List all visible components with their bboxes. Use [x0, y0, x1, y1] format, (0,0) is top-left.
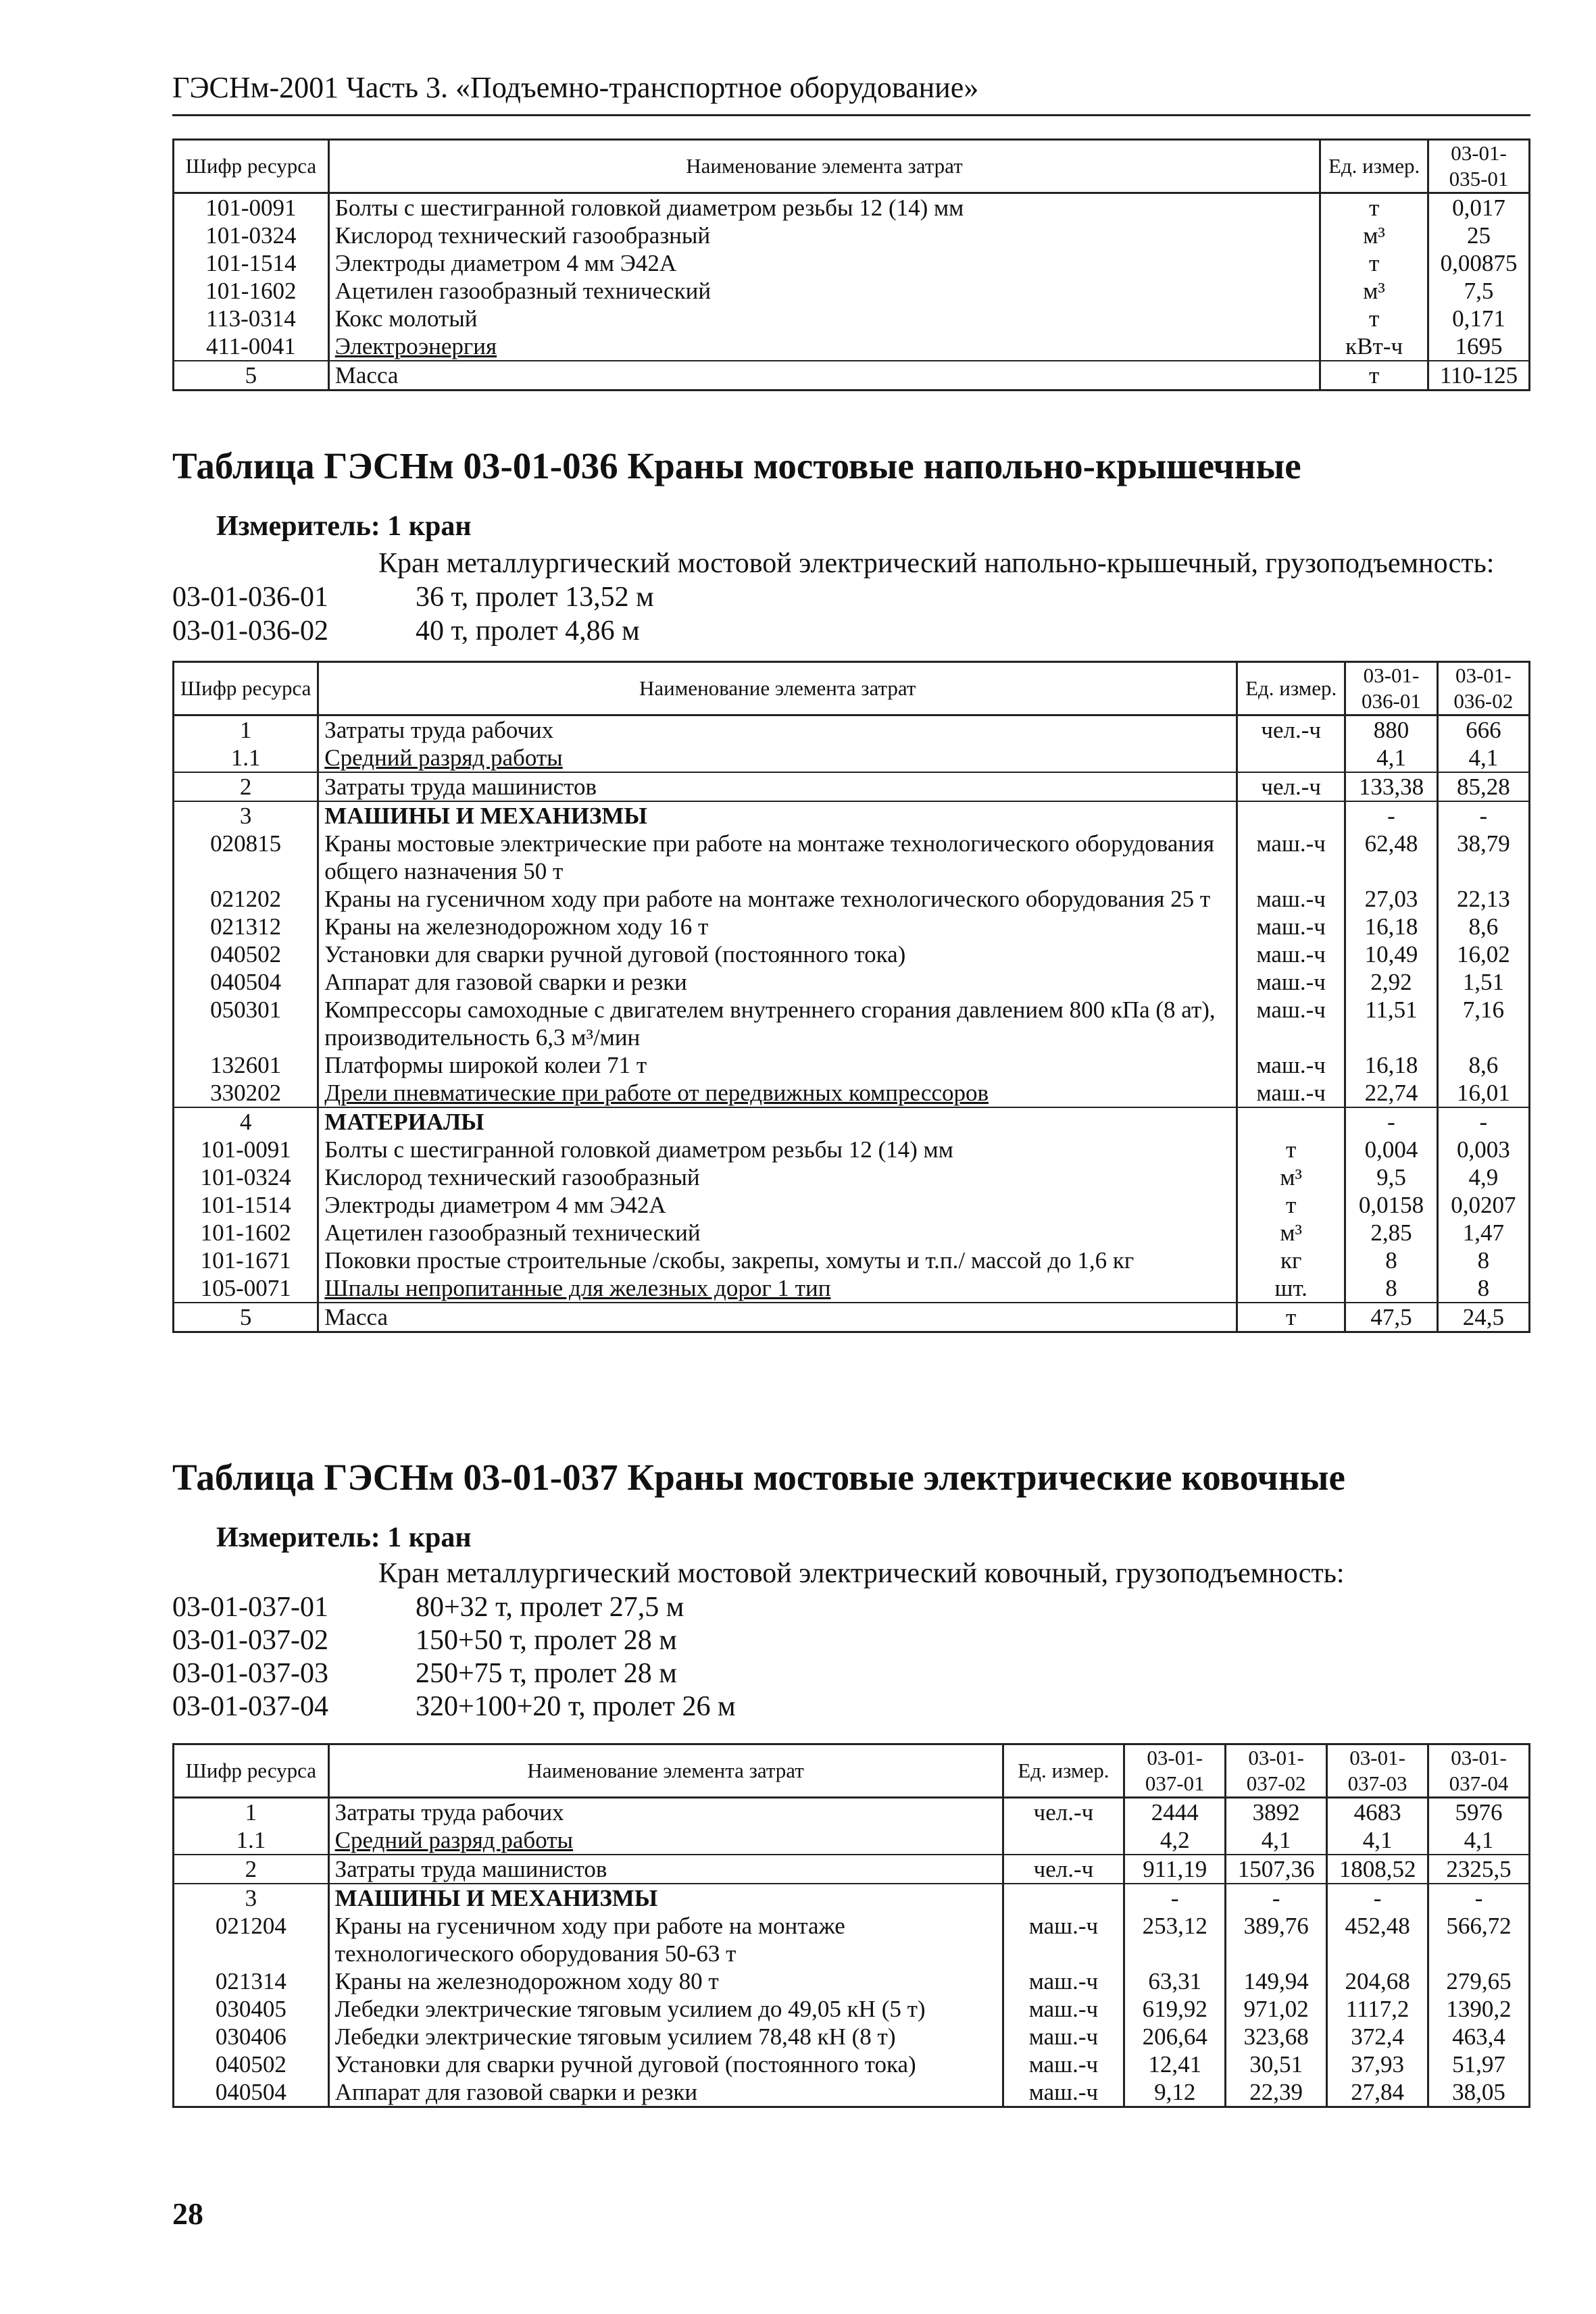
resource-code: 030405 [174, 1995, 329, 2023]
variant-row [172, 581, 654, 613]
resource-code: 101-0324 [174, 222, 329, 249]
variant-text: 36 т, пролет 13,52 м [416, 582, 654, 613]
value-cell: - [1327, 1884, 1428, 1912]
cost-item-name: Краны на железнодорожном ходу 16 т [318, 913, 1237, 940]
unit-cell: т [1320, 249, 1428, 277]
table-03-01-035 [172, 139, 1530, 391]
cost-item-name: Масса [328, 361, 1320, 391]
cost-item-name: МАТЕРИАЛЫ [318, 1107, 1237, 1136]
value-cell: 51,97 [1428, 2051, 1530, 2078]
table-03-01-037 [172, 1743, 1530, 2108]
variant-code: 03-01-037-04 [172, 1691, 328, 1722]
value-cell: 2,92 [1345, 968, 1437, 996]
value-cell: 27,84 [1327, 2078, 1428, 2107]
resource-code: 101-0091 [174, 193, 329, 222]
resource-code: 1.1 [174, 1826, 329, 1855]
cost-item-name: Лебедки электрические тяговым усилием до 49,05 кН (5 т) [328, 1995, 1003, 2023]
unit-cell: кВт-ч [1320, 332, 1428, 361]
unit-cell: маш.-ч [1237, 1079, 1345, 1107]
col-name-header: Наименование элемента затрат [318, 662, 1237, 715]
table-row [174, 222, 1530, 249]
unit-cell: м³ [1320, 277, 1428, 305]
unit-cell: маш.-ч [1237, 996, 1345, 1051]
table-row [174, 193, 1530, 222]
value-cell: 1507,36 [1226, 1855, 1327, 1884]
cost-item-name: Затраты труда рабочих [328, 1798, 1003, 1827]
value-cell: 16,18 [1345, 1051, 1437, 1079]
value-cell: - [1124, 1884, 1226, 1912]
unit-cell: маш.-ч [1237, 885, 1345, 913]
cost-item-name: Установки для сварки ручной дуговой (постоянного тока) [328, 2051, 1003, 2078]
value-cell: 85,28 [1437, 772, 1529, 801]
variant-text: 150+50 т, пролет 28 м [416, 1625, 677, 1656]
resource-code: 101-0091 [174, 1136, 318, 1163]
table-row [174, 715, 1530, 745]
value-cell: 16,02 [1437, 940, 1529, 968]
table-row [174, 801, 1530, 830]
table-row [174, 1995, 1530, 2023]
value-cell: - [1226, 1884, 1327, 1912]
unit-cell: маш.-ч [1003, 1967, 1124, 1995]
table-row [174, 277, 1530, 305]
variant-code: 03-01-036-02 [172, 615, 328, 647]
unit-cell: чел.-ч [1237, 715, 1345, 745]
value-cell: 279,65 [1428, 1967, 1530, 1995]
col-value-header: 03-01-037-02 [1226, 1744, 1327, 1798]
value-cell: 3892 [1226, 1798, 1327, 1827]
resource-code: 050301 [174, 996, 318, 1051]
variant-row [172, 1657, 677, 1690]
section-title-036: Таблица ГЭСНм 03-01-036 Краны мостовые напольно-крышечные [172, 445, 1301, 486]
cost-item-name: Лебедки электрические тяговым усилием 78,48 кН (8 т) [328, 2023, 1003, 2051]
value-cell: 4,2 [1124, 1826, 1226, 1855]
resource-code: 021314 [174, 1967, 329, 1995]
value-cell: 38,79 [1437, 830, 1529, 885]
variant-code: 03-01-036-01 [172, 582, 328, 613]
variant-row [172, 1690, 736, 1723]
table-row [174, 305, 1530, 332]
unit-cell: т [1237, 1136, 1345, 1163]
value-cell: 37,93 [1327, 2051, 1428, 2078]
value-cell: 372,4 [1327, 2023, 1428, 2051]
table-row [174, 1247, 1530, 1274]
resource-code: 132601 [174, 1051, 318, 1079]
value-cell: 1808,52 [1327, 1855, 1428, 1884]
cost-item-name: Электроды диаметром 4 мм Э42А [328, 249, 1320, 277]
cost-item-name: Масса [318, 1303, 1237, 1332]
cost-item-name: МАШИНЫ И МЕХАНИЗМЫ [328, 1884, 1003, 1912]
value-cell: 666 [1437, 715, 1529, 745]
resource-code: 021202 [174, 885, 318, 913]
value-cell: 1695 [1428, 332, 1530, 361]
cost-item-name: Шпалы непропитанные для железных дорог 1 тип [318, 1274, 1237, 1303]
col-name-header: Наименование элемента затрат [328, 1744, 1003, 1798]
cost-item-name: Ацетилен газообразный технический [328, 277, 1320, 305]
table-row [174, 1826, 1530, 1855]
table-header-row [174, 1744, 1530, 1798]
table-row [174, 1798, 1530, 1827]
value-cell: - [1428, 1884, 1530, 1912]
value-cell: 323,68 [1226, 2023, 1327, 2051]
unit-cell [1003, 1884, 1124, 1912]
value-cell: 0,017 [1428, 193, 1530, 222]
value-cell: 4683 [1327, 1798, 1428, 1827]
value-cell: 25 [1428, 222, 1530, 249]
table-row [174, 1884, 1530, 1912]
unit-cell: чел.-ч [1003, 1855, 1124, 1884]
table-row [174, 885, 1530, 913]
resource-code: 040504 [174, 2078, 329, 2107]
resource-code: 040504 [174, 968, 318, 996]
cost-item-name: Кислород технический газообразный [328, 222, 1320, 249]
cost-item-name: Ацетилен газообразный технический [318, 1219, 1237, 1247]
col-unit-header: Ед. измер. [1320, 140, 1428, 193]
resource-code: 040502 [174, 2051, 329, 2078]
table-row [174, 1967, 1530, 1995]
unit-cell: маш.-ч [1237, 1051, 1345, 1079]
col-code-header: Шифр ресурса [174, 1744, 329, 1798]
value-cell: 8,6 [1437, 913, 1529, 940]
value-cell: 1,51 [1437, 968, 1529, 996]
cost-item-name: Затраты труда машинистов [318, 772, 1237, 801]
resource-code: 411-0041 [174, 332, 329, 361]
value-cell: 389,76 [1226, 1912, 1327, 1967]
variant-row [172, 615, 640, 647]
table-header-row [174, 140, 1530, 193]
value-cell: 566,72 [1428, 1912, 1530, 1967]
value-cell: 0,0207 [1437, 1191, 1529, 1219]
resource-code: 5 [174, 361, 329, 391]
value-cell: 1117,2 [1327, 1995, 1428, 2023]
cost-item-name: Краны на железнодорожном ходу 80 т [328, 1967, 1003, 1995]
table-row [174, 1136, 1530, 1163]
value-cell: 0,171 [1428, 305, 1530, 332]
value-cell: 204,68 [1327, 1967, 1428, 1995]
value-cell: - [1437, 1107, 1529, 1136]
variant-row [172, 1624, 677, 1657]
table-row [174, 1107, 1530, 1136]
resource-code: 101-1671 [174, 1247, 318, 1274]
value-cell: 2,85 [1345, 1219, 1437, 1247]
col-name-header: Наименование элемента затрат [328, 140, 1320, 193]
value-cell: 1390,2 [1428, 1995, 1530, 2023]
value-cell: 4,1 [1428, 1826, 1530, 1855]
variant-code: 03-01-037-02 [172, 1625, 328, 1656]
unit-cell [1003, 1826, 1124, 1855]
resource-code: 2 [174, 772, 318, 801]
col-value-header: 03-01-036-02 [1437, 662, 1529, 715]
cost-item-name: Аппарат для газовой сварки и резки [318, 968, 1237, 996]
value-cell: 8 [1437, 1274, 1529, 1303]
value-cell: 2444 [1124, 1798, 1226, 1827]
table-row [174, 249, 1530, 277]
value-cell: 0,00875 [1428, 249, 1530, 277]
value-cell: 9,12 [1124, 2078, 1226, 2107]
unit-cell [1237, 1107, 1345, 1136]
cost-item-name: Установки для сварки ручной дуговой (постоянного тока) [318, 940, 1237, 968]
table-row [174, 1219, 1530, 1247]
col-unit-header: Ед. измер. [1003, 1744, 1124, 1798]
resource-code: 2 [174, 1855, 329, 1884]
unit-cell: т [1237, 1303, 1345, 1332]
measure-value: 1 кран [387, 511, 472, 542]
variant-text: 80+32 т, пролет 27,5 м [416, 1592, 684, 1623]
table-row [174, 1163, 1530, 1191]
value-cell: 24,5 [1437, 1303, 1529, 1332]
table-row [174, 1051, 1530, 1079]
value-cell: 22,74 [1345, 1079, 1437, 1107]
unit-cell: кг [1237, 1247, 1345, 1274]
cost-item-name: Краны на гусеничном ходу при работе на монтаже технологического оборудования 25 т [318, 885, 1237, 913]
measure-line-036 [216, 510, 472, 543]
col-code-header: Шифр ресурса [174, 140, 329, 193]
unit-cell: м³ [1237, 1219, 1345, 1247]
value-cell: 206,64 [1124, 2023, 1226, 2051]
resource-code: 101-1602 [174, 277, 329, 305]
value-cell: 971,02 [1226, 1995, 1327, 2023]
value-cell: 110-125 [1428, 361, 1530, 391]
cost-item-name: Компрессоры самоходные с двигателем внутреннего сгорания давлением 800 кПа (8 ат), производительность 6,3 м³/мин [318, 996, 1237, 1051]
table-row [174, 744, 1530, 772]
value-cell: 30,51 [1226, 2051, 1327, 2078]
cost-item-name: Краны мостовые электрические при работе на монтаже технологического оборудования общего назначения 50 т [318, 830, 1237, 885]
unit-cell [1237, 744, 1345, 772]
cost-item-name: Краны на гусеничном ходу при работе на монтаже технологического оборудования 50-63 т [328, 1912, 1003, 1967]
table-row [174, 1274, 1530, 1303]
value-cell: 47,5 [1345, 1303, 1437, 1332]
measure-line-037 [216, 1521, 472, 1554]
table-row [174, 361, 1530, 391]
value-cell: 8 [1437, 1247, 1529, 1274]
col-value-header: 03-01-036-01 [1345, 662, 1437, 715]
unit-cell: маш.-ч [1003, 1995, 1124, 2023]
value-cell: 10,49 [1345, 940, 1437, 968]
col-value-header: 03-01-037-03 [1327, 1744, 1428, 1798]
resource-code: 101-0324 [174, 1163, 318, 1191]
unit-cell: чел.-ч [1237, 772, 1345, 801]
col-value-header: 03-01-037-01 [1124, 1744, 1226, 1798]
cost-item-name: Электроды диаметром 4 мм Э42А [318, 1191, 1237, 1219]
cost-item-name: Болты с шестигранной головкой диаметром резьбы 12 (14) мм [328, 193, 1320, 222]
cost-item-name: Электроэнергия [328, 332, 1320, 361]
resource-code: 1 [174, 1798, 329, 1827]
value-cell: 452,48 [1327, 1912, 1428, 1967]
cost-item-name: Аппарат для газовой сварки и резки [328, 2078, 1003, 2107]
value-cell: 22,39 [1226, 2078, 1327, 2107]
unit-cell: т [1237, 1191, 1345, 1219]
cost-item-name: Платформы широкой колеи 71 т [318, 1051, 1237, 1079]
value-cell: 0,003 [1437, 1136, 1529, 1163]
unit-cell: маш.-ч [1003, 2051, 1124, 2078]
value-cell: 27,03 [1345, 885, 1437, 913]
col-value-header: 03-01-037-04 [1428, 1744, 1530, 1798]
unit-cell: маш.-ч [1003, 2023, 1124, 2051]
resource-code: 030406 [174, 2023, 329, 2051]
measure-label: Измеритель: [216, 1522, 380, 1553]
unit-cell: м³ [1237, 1163, 1345, 1191]
cost-item-name: Болты с шестигранной головкой диаметром резьбы 12 (14) мм [318, 1136, 1237, 1163]
value-cell: 4,1 [1437, 744, 1529, 772]
running-header: ГЭСНм-2001 Часть 3. «Подъемно-транспортное оборудование» [172, 70, 1530, 116]
value-cell: 62,48 [1345, 830, 1437, 885]
value-cell: 4,1 [1327, 1826, 1428, 1855]
table-row [174, 2023, 1530, 2051]
value-cell: 4,1 [1226, 1826, 1327, 1855]
value-cell: - [1345, 1107, 1437, 1136]
value-cell: 253,12 [1124, 1912, 1226, 1967]
table-row [174, 2051, 1530, 2078]
table-row [174, 940, 1530, 968]
value-cell: 911,19 [1124, 1855, 1226, 1884]
cost-item-name: Затраты труда рабочих [318, 715, 1237, 745]
unit-cell: маш.-ч [1237, 830, 1345, 885]
resource-code: 105-0071 [174, 1274, 318, 1303]
resource-code: 101-1602 [174, 1219, 318, 1247]
value-cell: - [1345, 801, 1437, 830]
value-cell: 619,92 [1124, 1995, 1226, 2023]
cost-item-name: Средний разряд работы [328, 1826, 1003, 1855]
cost-item-name: Кокс молотый [328, 305, 1320, 332]
value-cell: 463,4 [1428, 2023, 1530, 2051]
value-cell: 133,38 [1345, 772, 1437, 801]
value-cell: 7,16 [1437, 996, 1529, 1051]
unit-cell: маш.-ч [1003, 2078, 1124, 2107]
value-cell: 0,004 [1345, 1136, 1437, 1163]
resource-code: 330202 [174, 1079, 318, 1107]
table-row [174, 1303, 1530, 1332]
resource-code: 3 [174, 1884, 329, 1912]
table-row [174, 1079, 1530, 1107]
unit-cell: т [1320, 305, 1428, 332]
col-value-header: 03-01-035-01 [1428, 140, 1530, 193]
value-cell: 7,5 [1428, 277, 1530, 305]
unit-cell: шт. [1237, 1274, 1345, 1303]
value-cell: 880 [1345, 715, 1437, 745]
value-cell: 38,05 [1428, 2078, 1530, 2107]
variant-text: 250+75 т, пролет 28 м [416, 1658, 677, 1689]
table-row [174, 1191, 1530, 1219]
value-cell: 4,9 [1437, 1163, 1529, 1191]
value-cell: 1,47 [1437, 1219, 1529, 1247]
unit-cell: т [1320, 361, 1428, 391]
measure-value: 1 кран [387, 1522, 472, 1553]
cost-item-name: Дрели пневматические при работе от передвижных компрессоров [318, 1079, 1237, 1107]
resource-code: 4 [174, 1107, 318, 1136]
crane-description-036: Кран металлургический мостовой электрический напольно-крышечный, грузоподъемность: [378, 548, 1495, 579]
resource-code: 1.1 [174, 744, 318, 772]
page-number: 28 [172, 2196, 203, 2231]
variant-text: 40 т, пролет 4,86 м [416, 615, 640, 647]
value-cell: 9,5 [1345, 1163, 1437, 1191]
resource-code: 113-0314 [174, 305, 329, 332]
value-cell: 63,31 [1124, 1967, 1226, 1995]
table-row [174, 1855, 1530, 1884]
cost-item-name: МАШИНЫ И МЕХАНИЗМЫ [318, 801, 1237, 830]
value-cell: 5976 [1428, 1798, 1530, 1827]
table-row [174, 830, 1530, 885]
value-cell: 16,01 [1437, 1079, 1529, 1107]
cost-item-name: Средний разряд работы [318, 744, 1237, 772]
table-03-01-036 [172, 661, 1530, 1333]
value-cell: 11,51 [1345, 996, 1437, 1051]
value-cell: 8 [1345, 1274, 1437, 1303]
section-title-037: Таблица ГЭСНм 03-01-037 Краны мостовые электрические ковочные [172, 1457, 1345, 1498]
unit-cell: м³ [1320, 222, 1428, 249]
value-cell: 2325,5 [1428, 1855, 1530, 1884]
cost-item-name: Затраты труда машинистов [328, 1855, 1003, 1884]
table-row [174, 1912, 1530, 1967]
table-row [174, 2078, 1530, 2107]
cost-item-name: Кислород технический газообразный [318, 1163, 1237, 1191]
unit-cell: маш.-ч [1237, 940, 1345, 968]
value-cell: 16,18 [1345, 913, 1437, 940]
resource-code: 5 [174, 1303, 318, 1332]
value-cell: 4,1 [1345, 744, 1437, 772]
variant-code: 03-01-037-03 [172, 1658, 328, 1689]
cost-item-name: Поковки простые строительные /скобы, закрепы, хомуты и т.п./ массой до 1,6 кг [318, 1247, 1237, 1274]
unit-cell: маш.-ч [1003, 1912, 1124, 1967]
resource-code: 101-1514 [174, 249, 329, 277]
value-cell: - [1437, 801, 1529, 830]
resource-code: 021312 [174, 913, 318, 940]
value-cell: 0,0158 [1345, 1191, 1437, 1219]
resource-code: 021204 [174, 1912, 329, 1967]
variant-code: 03-01-037-01 [172, 1592, 328, 1623]
unit-cell [1237, 801, 1345, 830]
variant-row [172, 1591, 684, 1624]
unit-cell: маш.-ч [1237, 913, 1345, 940]
table-row [174, 968, 1530, 996]
table-row [174, 996, 1530, 1051]
resource-code: 020815 [174, 830, 318, 885]
value-cell: 149,94 [1226, 1967, 1327, 1995]
value-cell: 8,6 [1437, 1051, 1529, 1079]
unit-cell: чел.-ч [1003, 1798, 1124, 1827]
col-code-header: Шифр ресурса [174, 662, 318, 715]
value-cell: 22,13 [1437, 885, 1529, 913]
value-cell: 12,41 [1124, 2051, 1226, 2078]
resource-code: 3 [174, 801, 318, 830]
measure-label: Измеритель: [216, 511, 380, 542]
variant-text: 320+100+20 т, пролет 26 м [416, 1691, 736, 1722]
resource-code: 040502 [174, 940, 318, 968]
resource-code: 1 [174, 715, 318, 745]
unit-cell: маш.-ч [1237, 968, 1345, 996]
table-row [174, 772, 1530, 801]
crane-description-037: Кран металлургический мостовой электрический ковочный, грузоподъемность: [378, 1558, 1345, 1589]
resource-code: 101-1514 [174, 1191, 318, 1219]
value-cell: 8 [1345, 1247, 1437, 1274]
unit-cell: т [1320, 193, 1428, 222]
table-row [174, 332, 1530, 361]
table-row [174, 913, 1530, 940]
table-header-row [174, 662, 1530, 715]
col-unit-header: Ед. измер. [1237, 662, 1345, 715]
